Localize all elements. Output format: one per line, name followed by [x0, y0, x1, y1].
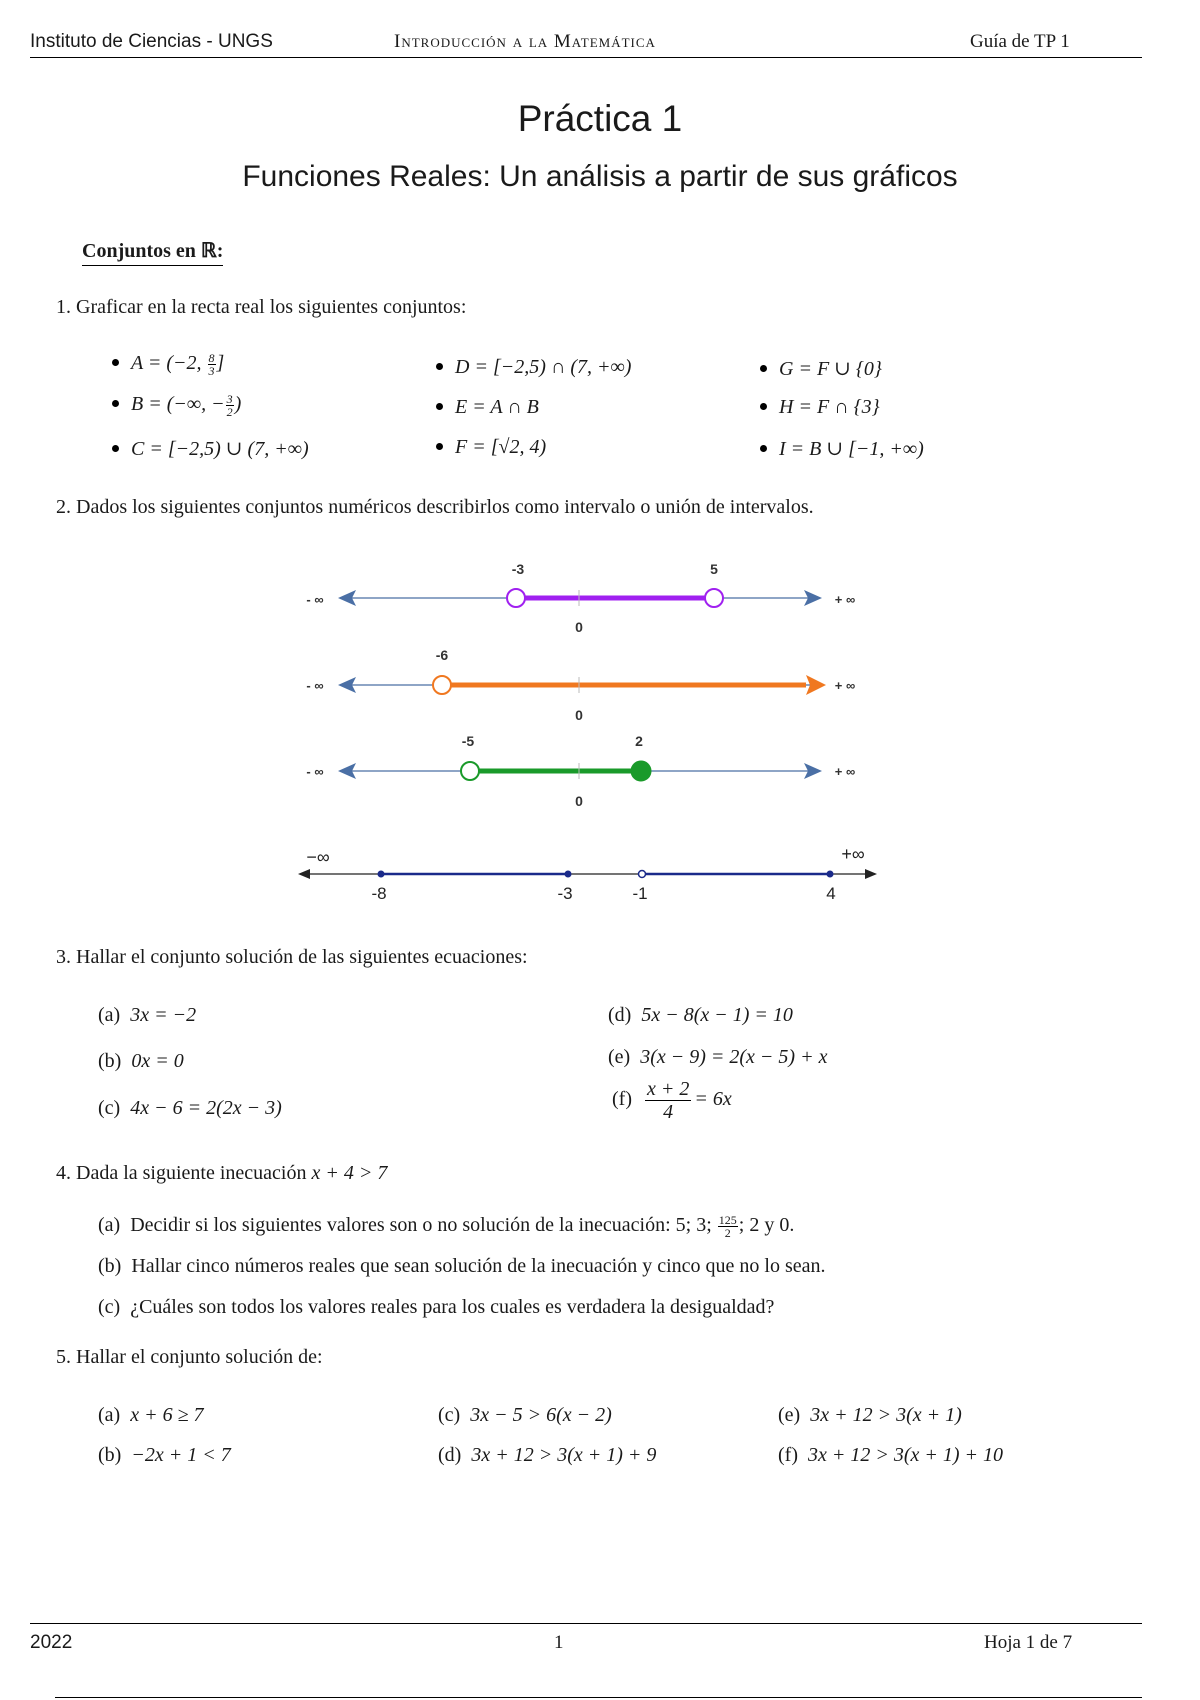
exercise-5-prompt: 5. Hallar el conjunto solución de:	[56, 1346, 323, 1368]
open-endpoint-right	[705, 589, 723, 607]
set-e: E = A ∩ B	[436, 396, 539, 419]
tick-label: -1	[632, 884, 648, 903]
footer-sheet: Hoja 1 de 7	[984, 1632, 1073, 1653]
exercise-1-prompt: 1. Graficar en la recta real los siguientes conjuntos:	[56, 296, 467, 318]
exercise-4b: (b) Hallar cinco números reales que sean solución de la inecuación y cinco que no lo sean.	[98, 1255, 826, 1277]
exercise-4a: (a) Decidir si los siguientes valores son o no solución de la inecuación: 5; 3; $\frac{125}{2}$ ; 2 y 0.	[98, 1213, 795, 1240]
pos-infinity-label: + ∞	[834, 592, 856, 607]
set-a: A = (−2, $\frac{8}{3}$ ]	[112, 352, 224, 377]
ineq-e: (e) 3x + 12 > 3(x + 1)	[778, 1404, 962, 1426]
footer-page-number: 1	[554, 1632, 564, 1653]
inequality: x + 4 > 7	[311, 1162, 388, 1184]
footer-bottom-rule	[55, 1697, 1142, 1698]
eq-b: (b) 0x = 0	[98, 1050, 184, 1072]
tick-label-right: 2	[635, 733, 643, 749]
set-b: B = (−∞, − $\frac{3}{2}$ )	[112, 393, 241, 418]
header-course: Introducción a la Matemática	[394, 31, 656, 52]
ineq-b: (b) −2x + 1 < 7	[98, 1444, 231, 1466]
open-endpoint-left	[433, 676, 451, 694]
pos-infinity-label: + ∞	[834, 678, 856, 693]
eq-f: (f) $\frac{x + 2}{4}$ = 6x	[612, 1078, 732, 1123]
ineq-a: (a) x + 6 ≥ 7	[98, 1404, 204, 1426]
exercise-4-prompt: 4. Dada la siguiente inecuación x + 4 > 7	[56, 1162, 388, 1184]
left-arrow-icon	[298, 869, 310, 879]
set-c: C = [−2,5) ∪ (7, +∞)	[112, 436, 309, 461]
tick-label: -8	[371, 884, 387, 903]
ineq-d: (d) 3x + 12 > 3(x + 1) + 9	[438, 1444, 657, 1466]
closed-endpoint-right	[631, 761, 651, 781]
exercise-4c: (c) ¿Cuáles son todos los valores reales para los cuales es verdadera la desigualdad?	[98, 1296, 775, 1318]
exercise-3-prompt: 3. Hallar el conjunto solución de las siguientes ecuaciones:	[56, 946, 528, 968]
pos-infinity-label: + ∞	[834, 764, 856, 779]
set-h: H = F ∩ {3}	[760, 396, 880, 419]
header-guide: Guía de TP 1	[970, 31, 1070, 52]
footer-rule	[30, 1623, 1142, 1624]
set-i: I = B ∪ [−1, +∞)	[760, 436, 924, 461]
pos-infinity-label: +∞	[841, 844, 865, 864]
footer-year: 2022	[30, 1632, 73, 1653]
ineq-c: (c) 3x − 5 > 6(x − 2)	[438, 1404, 612, 1426]
open-endpoint-left	[461, 762, 479, 780]
page-subtitle: Funciones Reales: Un análisis a partir de sus gráficos	[242, 160, 958, 193]
set-g: G = F ∪ {0}	[760, 356, 882, 381]
tick-label-left: -6	[435, 647, 449, 663]
tick-label: 4	[826, 884, 836, 903]
right-arrow-icon	[865, 869, 877, 879]
header-institution: Instituto de Ciencias - UNGS	[30, 31, 273, 52]
neg-infinity-label: −∞	[306, 847, 330, 867]
number-line-1	[306, 561, 855, 635]
number-line-2	[306, 647, 855, 723]
open-endpoint	[639, 871, 646, 878]
section-heading: Conjuntos en ℝ:	[82, 238, 223, 266]
neg-infinity-label: - ∞	[306, 678, 324, 693]
tick-label-zero: 0	[575, 793, 583, 809]
eq-c: (c) 4x − 6 = 2(2x − 3)	[98, 1097, 282, 1119]
tick-label-right: 5	[710, 561, 718, 577]
closed-endpoint	[378, 871, 385, 878]
tick-label: -3	[557, 884, 573, 903]
number-line-4	[298, 844, 877, 903]
tick-label-zero: 0	[575, 707, 583, 723]
page-title: Práctica 1	[517, 98, 683, 139]
open-endpoint-left	[507, 589, 525, 607]
eq-a: (a) 3x = −2	[98, 1004, 197, 1026]
neg-infinity-label: - ∞	[306, 764, 324, 779]
tick-label-left: -5	[461, 733, 475, 749]
closed-endpoint	[827, 871, 834, 878]
closed-endpoint	[565, 871, 572, 878]
neg-infinity-label: - ∞	[306, 592, 324, 607]
number-line-3	[306, 733, 855, 809]
tick-label-zero: 0	[575, 619, 583, 635]
ineq-f: (f) 3x + 12 > 3(x + 1) + 10	[778, 1444, 1004, 1466]
eq-d: (d) 5x − 8(x − 1) = 10	[608, 1004, 793, 1026]
set-d: D = [−2,5) ∩ (7, +∞)	[436, 356, 631, 379]
exercise-2-prompt: 2. Dados los siguientes conjuntos numéricos describirlos como intervalo o unión de intervalos.	[56, 496, 814, 518]
eq-e: (e) 3(x − 9) = 2(x − 5) + x	[608, 1046, 828, 1068]
tick-label-left: -3	[511, 561, 525, 577]
set-f: F = [√2, 4)	[436, 436, 546, 459]
